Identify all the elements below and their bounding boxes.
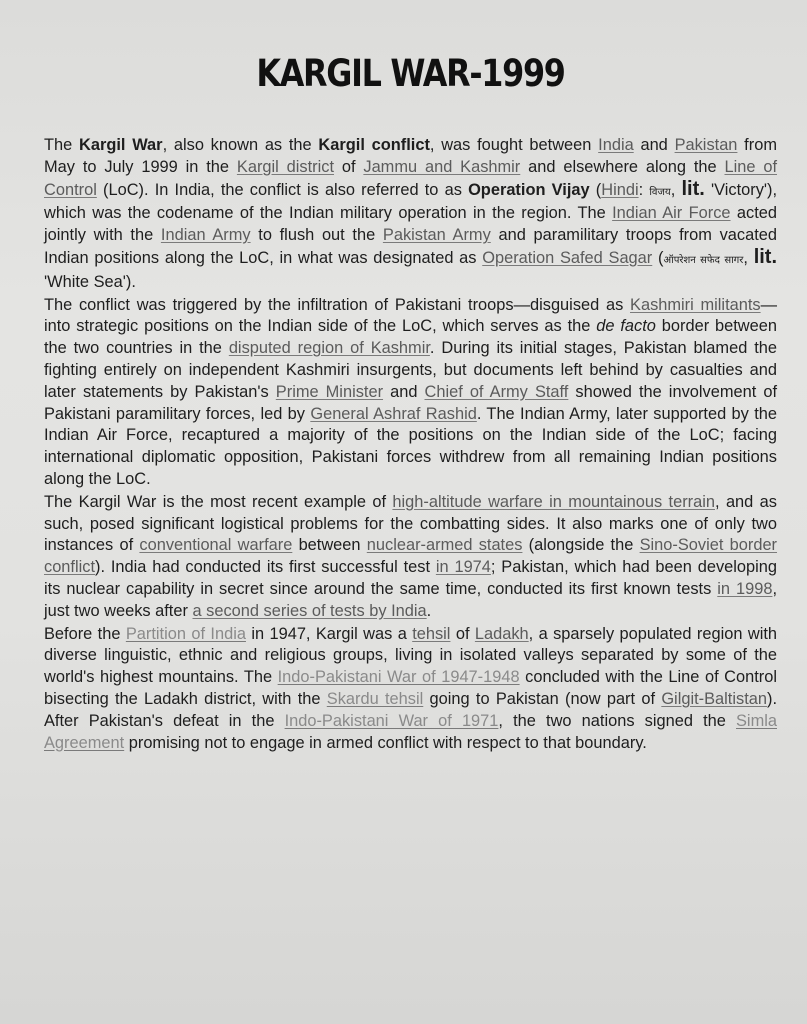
text: of — [450, 624, 475, 643]
link-indo-pakistani-war-1971[interactable]: Indo-Pakistani War of 1971 — [284, 711, 499, 730]
text: (alongside the — [522, 536, 640, 555]
link-conventional-warfare[interactable]: conventional warfare — [139, 536, 293, 555]
text: promising not to engage in armed conflict with respect to that boundary. — [124, 733, 647, 752]
link-line-of-control[interactable]: Line of Control — [44, 157, 777, 199]
link-simla-agreement[interactable]: Simla Agreement — [44, 711, 777, 752]
text: , — [670, 180, 682, 199]
text: . The Indian Army, later supported by the Indian Air Force, recaptured a majority of the positions on the Indian side of the LoC; facing international diplomatic opposition, Pakistani forces withdrew from all remaining Indian positions along the LoC. — [44, 404, 777, 488]
text: to flush out the — [250, 226, 383, 245]
link-india[interactable]: India — [598, 136, 634, 154]
text: , just two weeks after — [44, 579, 777, 620]
text: (LoC). In India, the conflict is also referred to as — [96, 180, 469, 199]
text: in 1947, Kargil was a — [245, 624, 413, 643]
text: The conflict was triggered by the infiltration of Pakistani troops—disguised as — [44, 295, 631, 314]
text: 'White Sea'). — [44, 272, 136, 291]
text: The — [44, 136, 79, 154]
bold-term: Kargil War — [79, 136, 163, 154]
text: . — [426, 601, 432, 620]
link-pakistan[interactable]: Pakistan — [674, 136, 738, 154]
text: from May to July 1999 in the — [44, 136, 777, 176]
link-skardu-tehsil[interactable]: Skardu tehsil — [326, 689, 424, 708]
text: 'Victory'), which was the codename of the Indian military operation in the region. The — [44, 180, 778, 223]
devanagari-text: ऑपरेशन सफेद सागर — [663, 254, 744, 266]
page-title: KARGIL WAR-1999 — [256, 52, 565, 95]
link-indian-army[interactable]: Indian Army — [160, 226, 251, 245]
text: Before the — [44, 624, 126, 643]
text: : — [638, 180, 650, 199]
text: concluded with the Line of Control bisecting the Ladakh district, with the — [44, 668, 777, 708]
paragraph-intro — [44, 135, 777, 294]
italic-term: de facto — [596, 317, 656, 336]
text: , a sparsely populated region with diverse linguistic, ethnic and religious groups, living in isolated valleys separated by some of the world's highest mountains. The — [44, 624, 777, 687]
link-chief-of-army-staff[interactable]: Chief of Army Staff — [424, 382, 569, 401]
text: and paramilitary troops from vacated Indian positions along the LoC, in what was designated as — [44, 226, 778, 267]
text: between — [292, 536, 367, 555]
link-operation-safed-sagar[interactable]: Operation Safed Sagar — [482, 248, 653, 267]
text: ). After Pakistan's defeat in the — [44, 689, 777, 730]
text: and elsewhere along the — [520, 157, 725, 176]
paragraph-significance — [44, 492, 777, 623]
link-tehsil[interactable]: tehsil — [412, 624, 451, 643]
text: going to Pakistan (now part of — [423, 689, 662, 708]
link-ladakh[interactable]: Ladakh — [474, 624, 529, 643]
link-indian-air-force[interactable]: Indian Air Force — [612, 204, 731, 223]
text: of — [334, 157, 364, 176]
text: acted jointly with the — [44, 204, 777, 245]
link-hindi[interactable]: Hindi — [601, 180, 639, 199]
link-indo-pakistani-war-1947[interactable]: Indo-Pakistani War of 1947-1948 — [277, 668, 520, 687]
devanagari-text: विजय — [649, 186, 671, 198]
text: , also known as the — [162, 136, 319, 154]
link-second-series-of-tests[interactable]: a second series of tests by India — [192, 601, 427, 620]
link-kashmiri-militants[interactable]: Kashmiri militants — [630, 295, 761, 314]
text: . During its initial stages, Pakistan blamed the fighting entirely on independent Kashmiri insurgents, but documents left behind by casualties and later statements by Pakistan's — [44, 339, 777, 401]
text: and — [633, 136, 675, 154]
text: ( — [589, 180, 602, 199]
bold-term: Kargil conflict — [318, 136, 430, 154]
text: ( — [652, 248, 664, 267]
text: , was fought between — [429, 136, 599, 154]
link-disputed-region-of-kashmir[interactable]: disputed region of Kashmir — [228, 339, 430, 358]
link-pakistan-army[interactable]: Pakistan Army — [382, 226, 491, 245]
link-general-ashraf-rashid[interactable]: General Ashraf Rashid — [310, 404, 477, 423]
text: border between the two countries in the — [44, 317, 777, 358]
link-gilgit-baltistan[interactable]: Gilgit-Baltistan — [661, 689, 767, 708]
lit-abbreviation: lit. — [753, 245, 778, 268]
text: and — [383, 382, 425, 401]
text: , the two nations signed the — [498, 711, 736, 730]
link-jammu-and-kashmir[interactable]: Jammu and Kashmir — [363, 157, 521, 176]
link-nuclear-armed-states[interactable]: nuclear-armed states — [366, 536, 523, 555]
text: ). India had conducted its first successful test — [95, 558, 436, 577]
text: showed the involvement of Pakistani paramilitary forces, led by — [44, 382, 777, 423]
link-in-1998[interactable]: in 1998 — [717, 579, 773, 598]
text: —into strategic positions on the Indian side of the LoC, which serves as the — [44, 295, 777, 336]
lit-abbreviation: lit. — [681, 177, 705, 200]
paragraph-background — [44, 624, 777, 755]
paragraph-trigger — [44, 295, 777, 491]
text: ; Pakistan, which had been developing its nuclear capability in secret since around the same time, conducted its first known tests — [44, 558, 778, 598]
text: , — [743, 248, 754, 267]
link-partition-of-india[interactable]: Partition of India — [125, 624, 246, 643]
bold-term: Operation Vijay — [468, 180, 590, 199]
link-in-1974[interactable]: in 1974 — [435, 558, 491, 577]
link-sino-soviet-border-conflict[interactable]: Sino-Soviet border conflict — [44, 536, 778, 577]
link-high-altitude-warfare[interactable]: high-altitude warfare in mountainous terrain — [392, 492, 715, 511]
text: The Kargil War is the most recent example of — [44, 492, 393, 511]
link-kargil-district[interactable]: Kargil district — [236, 157, 334, 176]
text: , and as such, posed significant logistical problems for the combatting sides. It also marks one of only two instances of — [44, 492, 777, 555]
link-prime-minister[interactable]: Prime Minister — [275, 382, 384, 401]
